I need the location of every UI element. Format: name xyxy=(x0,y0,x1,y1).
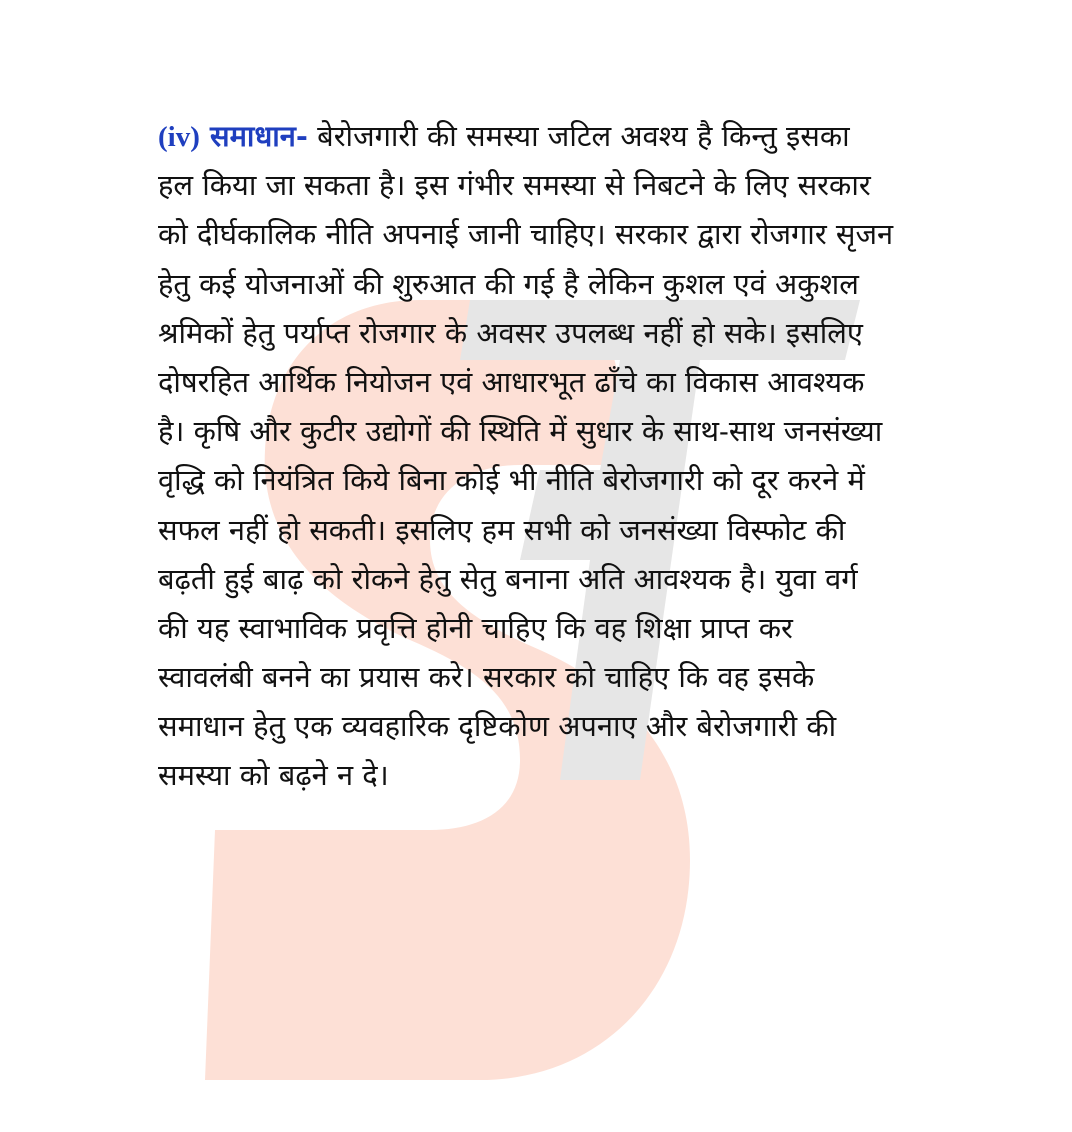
paragraph-line: स्वावलंबी बनने का प्रयास करे। सरकार को चाहिए कि वह इसके xyxy=(158,660,815,695)
section-number: (iv) xyxy=(158,121,200,153)
paragraph-line: सफल नहीं हो सकती। इसलिए हम सभी को जनसंख्या विस्फोट की xyxy=(158,512,846,547)
solution-section xyxy=(158,112,918,801)
paragraph-line: की यह स्वाभाविक प्रवृत्ति होनी चाहिए कि वह शिक्षा प्राप्त कर xyxy=(158,610,793,645)
paragraph-line: बढ़ती हुई बाढ़ को रोकने हेतु सेतु बनाना अति आवश्यक है। युवा वर्ग xyxy=(158,561,858,596)
text-line-1 xyxy=(158,112,918,161)
paragraph-line: को दीर्घकालिक नीति अपनाई जानी चाहिए। सरकार द्वारा रोजगार सृजन xyxy=(158,217,894,252)
paragraph-line: वृद्धि को नियंत्रित किये बिना कोई भी नीति बेरोजगारी को दूर करने में xyxy=(158,463,865,498)
paragraph-line: बेरोजगारी की समस्या जटिल अवश्य है किन्तु इसका xyxy=(317,119,850,153)
paragraph-line: हेतु कई योजनाओं की शुरुआत की गई है लेकिन कुशल एवं अकुशल xyxy=(158,266,859,301)
paragraph-line: श्रमिकों हेतु पर्याप्त रोजगार के अवसर उपलब्ध नहीं हो सके। इसलिए xyxy=(158,315,863,350)
section-heading xyxy=(158,119,308,153)
paragraph-line: हल किया जा सकता है। इस गंभीर समस्या से निबटने के लिए सरकार xyxy=(158,168,871,203)
section-title: समाधान- xyxy=(209,119,308,153)
paragraph-line: समाधान हेतु एक व्यवहारिक दृष्टिकोण अपनाए और बेरोजगारी की xyxy=(158,709,837,744)
paragraph-line: है। कृषि और कुटीर उद्योगों की स्थिति में सुधार के साथ-साथ जनसंख्या xyxy=(158,414,883,449)
paragraph-line: दोषरहित आर्थिक नियोजन एवं आधारभूत ढाँचे का विकास आवश्यक xyxy=(158,364,865,399)
paragraph-line: समस्या को बढ़ने न दे। xyxy=(158,758,389,793)
